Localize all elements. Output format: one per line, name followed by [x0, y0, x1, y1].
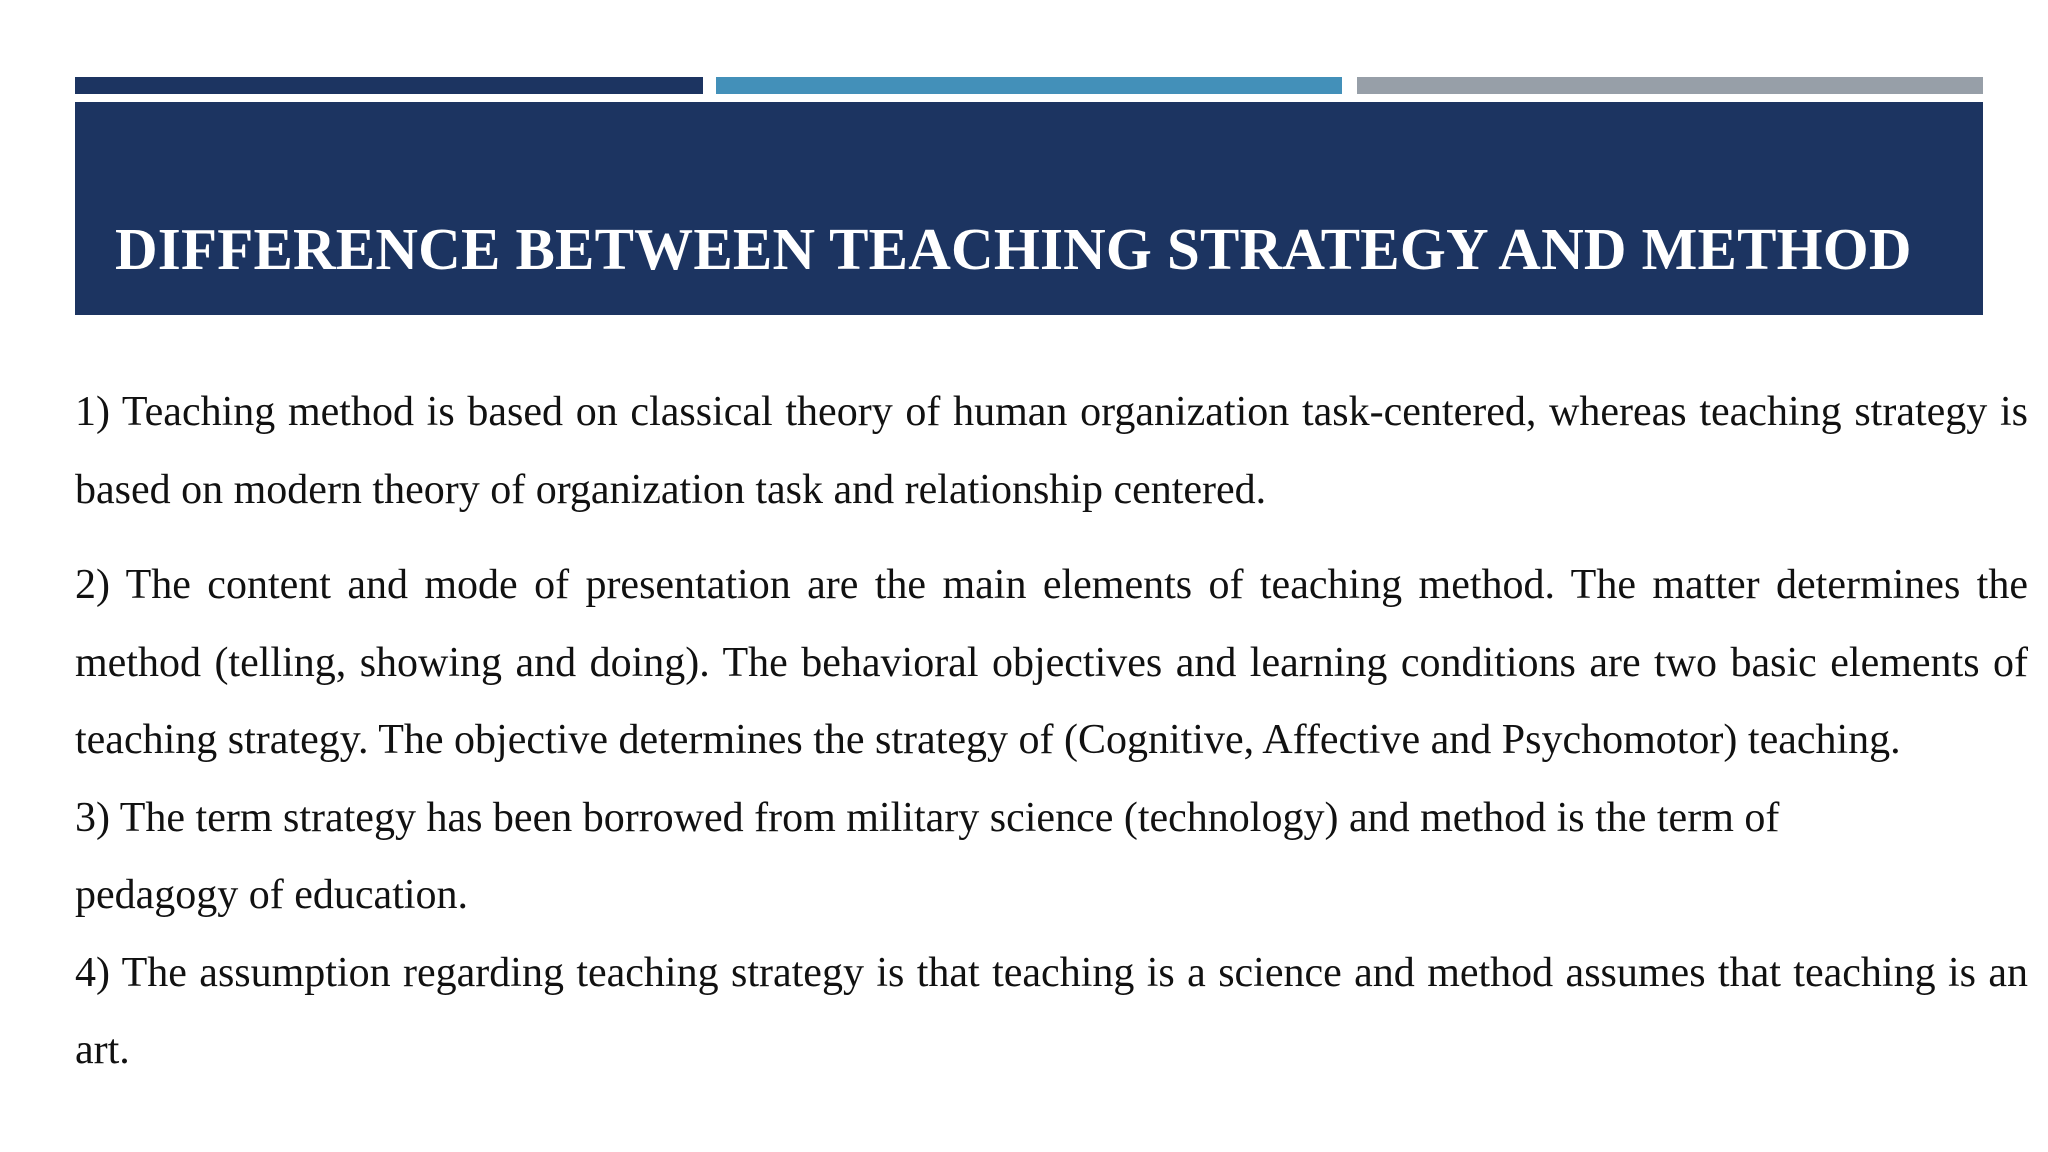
- point-4: 4) The assumption regarding teaching strategy is that teaching is a science and method assumes that teaching is an art.: [75, 949, 2028, 1073]
- slide-title: DIFFERENCE BETWEEN TEACHING STRATEGY AND METHOD: [115, 216, 1912, 282]
- slide-body: [75, 374, 2028, 1090]
- title-banner: [75, 102, 1983, 315]
- accent-bar-dark-blue: [75, 77, 703, 94]
- accent-bar-light-blue: [716, 77, 1342, 94]
- point-2: 2) The content and mode of presentation are the main elements of teaching method. The matter determines the method (telling, showing and doing). The behavioral objectives and learning conditions are two basic elements of teaching strategy. The objective determines the strategy of (Cognitive, Affective and Psychomotor) teaching.: [75, 562, 2028, 763]
- accent-bar-gray: [1357, 77, 1983, 94]
- point-3-continued: pedagogy of education.: [75, 872, 469, 918]
- point-3: 3) The term strategy has been borrowed from military science (technology) and method is the term of: [75, 794, 1780, 841]
- point-1: 1) Teaching method is based on classical theory of human organization task-centered, whereas teaching strategy is based on modern theory of organization task and relationship centered.: [75, 389, 2028, 513]
